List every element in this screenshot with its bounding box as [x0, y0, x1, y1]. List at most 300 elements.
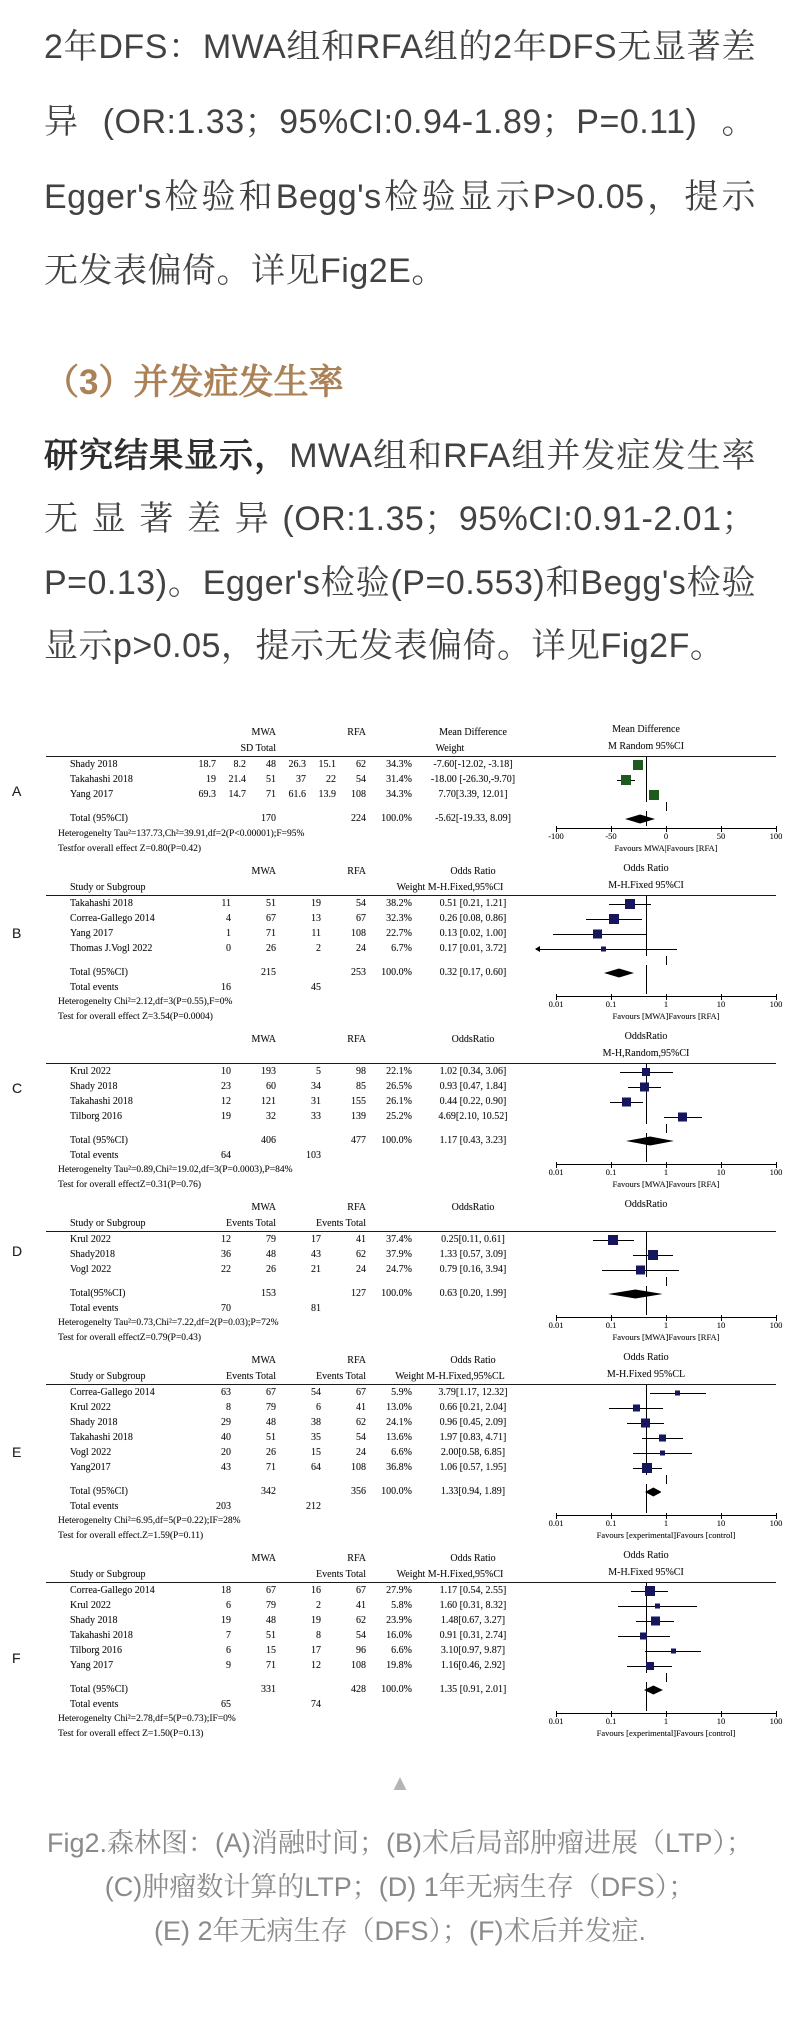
group1-header: MWA — [251, 1034, 276, 1046]
numeric-cell: 103 — [306, 1149, 321, 1161]
forest-cell — [536, 1628, 756, 1643]
numeric-cell: 20 — [221, 1447, 231, 1459]
numeric-cell: 16 — [221, 981, 231, 993]
forest-cell — [536, 1484, 756, 1499]
study-name: Tilborg 2016 — [70, 1111, 122, 1123]
effect-square-marker — [642, 1068, 650, 1076]
total-label: Total(95%CI) — [70, 1288, 126, 1300]
numeric-cell: 45 — [311, 981, 321, 993]
axis-vertical-line — [646, 1499, 647, 1513]
study-row — [46, 1415, 776, 1430]
overall-effect-text: Test for overall effectZ=0.79(P=0.43) — [58, 1333, 202, 1344]
forest-panel-E — [12, 1352, 783, 1544]
heterogeneity-text: Heterogenelty Tau²=137.73,Ch²=39.91,df=2(P<0.00001);F=95% — [58, 828, 305, 839]
axis-vertical-line — [646, 965, 647, 980]
numeric-cell — [276, 967, 321, 978]
heterogeneity-row — [46, 1315, 783, 1331]
study-row — [46, 1598, 776, 1613]
numeric-cell: 108 — [351, 1660, 366, 1672]
numeric-cell — [216, 813, 246, 824]
numeric-cell: 36 — [221, 1249, 231, 1261]
numeric-cell: 19 — [221, 1615, 231, 1627]
total-label: Total (95%CI) — [70, 1486, 128, 1498]
study-row — [46, 1094, 776, 1109]
numeric-cell: 6 — [226, 1645, 231, 1657]
axis-tick-label: 10 — [716, 999, 726, 1010]
group2-subheader: Events Total — [316, 1218, 366, 1230]
forest-cell — [536, 911, 756, 926]
numeric-cell: 48 — [266, 1417, 276, 1429]
numeric-cell: 10 — [221, 1066, 231, 1078]
numeric-columns — [186, 1135, 366, 1146]
effect-square-marker — [645, 1586, 655, 1596]
weight-value: 31.4% — [386, 774, 412, 786]
numeric-cell: 74 — [311, 1698, 321, 1710]
numeric-cell: 35 — [311, 1432, 321, 1444]
effect-column-header: OddsRatio — [451, 1202, 495, 1214]
numeric-cell — [321, 982, 366, 993]
numeric-columns — [186, 1066, 366, 1077]
numeric-cell — [321, 1699, 366, 1710]
numeric-columns — [186, 1234, 366, 1245]
numeric-columns — [186, 1630, 366, 1641]
group2-header: RFA — [347, 1034, 366, 1046]
effect-square-marker — [642, 1463, 652, 1473]
plot-header-row — [46, 1031, 776, 1048]
effect-square-marker — [648, 1250, 658, 1260]
forest-column-header: Mean Difference — [612, 724, 680, 736]
numeric-cell: 26.3 — [288, 759, 306, 771]
numeric-cell: 79 — [266, 1402, 276, 1414]
effect-estimate: 1.97 [0.83, 4.71] — [439, 1432, 507, 1444]
effect-estimate: 0.93 [0.47, 1.84] — [439, 1081, 507, 1093]
heterogeneity-text: Heterogenelty Tau²=0.73,Chi²=7.22,df=2(P=0.03);P=72% — [58, 1317, 279, 1328]
weight-value: 24.7% — [386, 1264, 412, 1276]
forest-cell — [556, 1177, 776, 1193]
forest-column-header: Odds Ratio — [623, 1550, 669, 1562]
study-row — [46, 941, 776, 956]
forest-cell — [536, 1682, 756, 1697]
forest-cell — [536, 1583, 756, 1598]
numeric-cell: 61.6 — [288, 789, 306, 801]
forest-column-header: OddsRatio — [624, 1031, 668, 1043]
numeric-cell — [186, 1288, 231, 1299]
effect-column-header: Mean Difference — [439, 727, 507, 739]
figure-caption — [0, 1822, 800, 1953]
axis-vertical-line — [646, 926, 647, 941]
heterogeneity-row — [46, 826, 783, 842]
overall-effect-text: Test for overall effectZ=0.31(P=0.76) — [58, 1180, 202, 1191]
forest-cell — [556, 841, 776, 857]
numeric-cell: 41 — [356, 1234, 366, 1246]
numeric-cell: 29 — [221, 1417, 231, 1429]
numeric-cell: 17 — [311, 1645, 321, 1657]
forest-panel-B — [12, 863, 783, 1025]
axis-tick-label: 0.1 — [605, 1518, 617, 1529]
forest-cell — [536, 1499, 756, 1513]
numeric-columns — [186, 1660, 366, 1671]
group2-header: RFA — [347, 866, 366, 878]
total-label: Total (95%CI) — [70, 967, 128, 979]
axis-tick-label: 0 — [663, 831, 669, 842]
weight-value: 24.1% — [386, 1417, 412, 1429]
favours-label: Favours MWA|Favours [RFA] — [614, 843, 718, 854]
forest-cell — [536, 980, 756, 994]
group-headers — [186, 727, 366, 738]
numeric-cell: 21.4 — [228, 774, 246, 786]
numeric-columns — [186, 1303, 366, 1314]
numeric-cell: 43 — [221, 1462, 231, 1474]
axis-tick-label: 1 — [663, 1518, 669, 1529]
group1-header: MWA — [251, 1355, 276, 1367]
study-name: Correa-Gallego 2014 — [70, 913, 155, 925]
numeric-columns — [186, 1081, 366, 1092]
effect-estimate: 1.17 [0.54, 2.55] — [439, 1585, 507, 1597]
plot-header-row — [46, 724, 776, 741]
effect-estimate: 0.17 [0.01, 3.72] — [439, 943, 507, 955]
numeric-cell — [186, 1486, 231, 1497]
numeric-columns — [186, 1684, 366, 1695]
effect-square-marker — [633, 760, 643, 770]
axis-vertical-line — [646, 911, 647, 926]
numeric-cell — [186, 1135, 231, 1146]
weight-value: 22.1% — [386, 1066, 412, 1078]
method-header: M-H.Fixed 95%CI — [608, 880, 684, 892]
weight-value: 13.6% — [386, 1432, 412, 1444]
heterogeneity-text: Heterogenelty Chi²=2.12,df=3(P=0.55),F=0% — [58, 996, 233, 1007]
effect-estimate: 1.06 [0.57, 1.95] — [439, 1462, 507, 1474]
numeric-cell: 48 — [266, 759, 276, 771]
forest-cell — [548, 1315, 783, 1331]
numeric-columns — [186, 1585, 366, 1596]
group1-subheader — [186, 1569, 276, 1580]
forest-cell — [536, 941, 756, 956]
numeric-columns — [186, 1249, 366, 1260]
study-row — [46, 1247, 776, 1262]
panel-letter-E: E — [12, 1444, 22, 1461]
forest-cell — [536, 1352, 756, 1369]
forest-cell — [536, 1598, 756, 1613]
numeric-cell: 139 — [351, 1111, 366, 1123]
total-row — [46, 1286, 776, 1301]
forest-cell — [536, 1247, 756, 1262]
total-events-label: Total events — [70, 1500, 119, 1512]
axis-tick-label: 0.1 — [605, 1167, 617, 1178]
weight-value: 19.8% — [386, 1660, 412, 1672]
study-name: Correa-Gallego 2014 — [70, 1387, 155, 1399]
numeric-cell: 5 — [316, 1066, 321, 1078]
forest-cell — [536, 896, 756, 911]
numeric-cell: 11 — [221, 898, 231, 910]
effect-estimate: -7.60[-12.02, -3.18] — [433, 759, 513, 771]
study-row — [46, 1400, 776, 1415]
forest-cell — [548, 1162, 783, 1178]
effect-square-marker — [641, 1418, 650, 1427]
numeric-cell: 170 — [261, 813, 276, 825]
numeric-cell: 18 — [221, 1585, 231, 1597]
heterogeneity-text: Heterogenelty Chi²=2.78,df=5(P=0.73);IF=0% — [58, 1713, 236, 1724]
numeric-cell: 14.7 — [228, 789, 246, 801]
effect-square-marker — [655, 1603, 660, 1608]
weight-value: 5.9% — [391, 1387, 412, 1399]
total-label: Total (95%CI) — [70, 1135, 128, 1147]
total-weight: 100.0% — [381, 1135, 412, 1147]
axis-vertical-line — [646, 1232, 647, 1247]
overall-effect-text: Test for overall effect Z=1.50(P=0.13) — [58, 1729, 204, 1740]
spacer-row — [46, 1673, 776, 1682]
study-row — [46, 1232, 776, 1247]
study-row — [46, 1643, 776, 1658]
numeric-cell: 85 — [356, 1081, 366, 1093]
numeric-cell: 121 — [261, 1096, 276, 1108]
axis-tick-label: 0.1 — [605, 1716, 617, 1727]
axis-vertical-line — [646, 1697, 647, 1711]
numeric-cell: 23 — [221, 1081, 231, 1093]
study-name: Takahashi 2018 — [70, 1630, 133, 1642]
article-content — [0, 0, 800, 678]
effect-estimate: 3.10[0.97, 9.87] — [440, 1645, 506, 1657]
forest-cell — [536, 787, 756, 802]
axis-vertical-line — [646, 1301, 647, 1315]
numeric-cell: 51 — [266, 1432, 276, 1444]
effect-column-header: Odds Ratio — [450, 1355, 496, 1367]
plot-subheader-row — [46, 1567, 776, 1583]
axis-tick-label: 100 — [769, 1716, 783, 1727]
forest-cell — [536, 1216, 756, 1231]
axis-vertical-line — [646, 757, 647, 772]
axis-tick-label: 0.01 — [548, 1716, 564, 1727]
panel-letter-A: A — [12, 782, 22, 799]
study-row — [46, 1262, 776, 1277]
numeric-columns — [186, 967, 366, 978]
total-events-label: Total events — [70, 981, 119, 993]
effect-square-marker — [622, 1097, 631, 1106]
study-name: Krul 2022 — [70, 1066, 111, 1078]
effect-column-header: OddsRatio — [451, 1034, 495, 1046]
numeric-cell: 1 — [226, 928, 231, 940]
study-name: Yang2017 — [70, 1462, 111, 1474]
axis-vertical-line — [646, 980, 647, 994]
total-events-row — [46, 980, 776, 994]
forest-cell — [556, 956, 776, 965]
forest-cell — [536, 863, 756, 880]
heterogeneity-row — [46, 994, 783, 1010]
study-name: Shady 2018 — [70, 1417, 118, 1429]
effect-square-marker — [601, 946, 606, 951]
numeric-columns — [186, 1387, 366, 1398]
numeric-columns — [186, 1699, 366, 1710]
plot-header-row — [46, 1550, 776, 1567]
numeric-columns — [186, 1645, 366, 1656]
plot-header-row — [46, 1199, 776, 1216]
effect-column-header: Odds Ratio — [450, 866, 496, 878]
forest-cell — [536, 880, 756, 895]
heterogeneity-row — [46, 1162, 783, 1178]
weight-value: 22.7% — [386, 928, 412, 940]
numeric-cell: 215 — [261, 967, 276, 979]
effect-estimate: 0.44 [0.22, 0.90] — [439, 1096, 507, 1108]
weight-value: 36.8% — [386, 1462, 412, 1474]
overall-effect-row — [46, 1528, 776, 1544]
forest-cell — [536, 1094, 756, 1109]
study-column-header: Study or Subgroup — [70, 1371, 146, 1383]
forest-cell — [536, 1262, 756, 1277]
numeric-cell: 108 — [351, 928, 366, 940]
weight-value: 26.1% — [386, 1096, 412, 1108]
forest-cell — [556, 1528, 776, 1544]
weight-value: 27.9% — [386, 1585, 412, 1597]
forest-cell — [536, 772, 756, 787]
numeric-columns — [186, 928, 366, 939]
forest-cell — [536, 1445, 756, 1460]
numeric-cell: 6 — [226, 1600, 231, 1612]
group2-subheader: Events Total — [316, 1569, 366, 1581]
effect-square-marker — [678, 1112, 687, 1121]
forest-cell — [536, 1301, 756, 1315]
numeric-cell: 64 — [311, 1462, 321, 1474]
group2-subheader — [276, 743, 366, 754]
study-row — [46, 1628, 776, 1643]
plot-subheader-row — [46, 741, 776, 757]
effect-square-marker — [651, 1616, 660, 1625]
total-label: Total (95%CI) — [70, 813, 128, 825]
numeric-cell — [186, 967, 231, 978]
scroll-to-top-icon[interactable]: ▲ — [389, 1770, 411, 1796]
effect-estimate: 0.51 [0.21, 1.21] — [439, 898, 507, 910]
forest-column-header: Odds Ratio — [623, 1352, 669, 1364]
weight-value: 25.2% — [386, 1111, 412, 1123]
study-column-header: Study or Subgroup — [70, 882, 146, 894]
total-events-label: Total events — [70, 1302, 119, 1314]
numeric-cell: 18.7 — [198, 759, 216, 771]
numeric-cell: 4 — [226, 913, 231, 925]
numeric-cell: 81 — [311, 1302, 321, 1314]
numeric-cell: 41 — [356, 1600, 366, 1612]
numeric-columns — [186, 943, 366, 954]
weight-method-header: Weight M-H.Fixed,95%CI — [396, 882, 504, 894]
numeric-columns — [186, 1096, 366, 1107]
method-header: M-H,Random,95%CI — [602, 1048, 690, 1060]
numeric-cell — [231, 982, 276, 993]
forest-cell — [536, 724, 756, 741]
panel-letter-F: F — [12, 1649, 21, 1666]
axis-vertical-line — [646, 1094, 647, 1109]
numeric-cell: 108 — [351, 1462, 366, 1474]
numeric-cell: 153 — [261, 1288, 276, 1300]
effect-estimate: 1.60 [0.31, 8.32] — [439, 1600, 507, 1612]
effect-estimate: 4.69[2.10, 10.52] — [438, 1111, 508, 1123]
overall-effect-row — [46, 1009, 776, 1025]
effect-estimate: 0.66 [0.21, 2.04] — [439, 1402, 507, 1414]
numeric-cell: 48 — [266, 1249, 276, 1261]
numeric-cell: 15.1 — [318, 759, 336, 771]
paragraph-2yr-dfs: 2年DFS：MWA组和RFA组的2年DFS无显著差异(OR:1.33；95%CI:0.94-1.89；P=0.11)。Egger's检验和Begg's检验显示P>0.05，提示无发表偏倚。详见Fig2E。 — [44, 28, 756, 291]
total-weight: 100.0% — [381, 813, 412, 825]
total-events-row — [46, 1301, 776, 1315]
numeric-cell: 8 — [226, 1402, 231, 1414]
study-name: Takahashi 2018 — [70, 1432, 133, 1444]
numeric-cell: 62 — [356, 1615, 366, 1627]
plot-subheader-row — [46, 1048, 776, 1064]
numeric-columns — [186, 813, 366, 824]
effect-estimate: 2.00[0.58, 6.85] — [440, 1447, 506, 1459]
forest-panel-F — [12, 1550, 783, 1742]
numeric-cell: 8.2 — [233, 759, 246, 771]
forest-cell — [536, 1148, 756, 1162]
numeric-cell: 193 — [261, 1066, 276, 1078]
weight-value: 13.0% — [386, 1402, 412, 1414]
numeric-cell: 71 — [266, 1660, 276, 1672]
numeric-cell: 19 — [311, 898, 321, 910]
weight-method-header: Weight M-H.Fixed,95%CL — [395, 1371, 505, 1383]
numeric-cell: 19 — [311, 1615, 321, 1627]
study-name: Takahashi 2018 — [70, 898, 133, 910]
subgroup-headers — [186, 1371, 366, 1382]
total-diamond — [626, 1136, 674, 1145]
axis-tick-label: 100 — [769, 999, 783, 1010]
numeric-cell: 16 — [311, 1585, 321, 1597]
study-name: Vogl 2022 — [70, 1264, 112, 1276]
study-name: Yang 2017 — [70, 928, 114, 940]
study-row — [46, 1064, 776, 1079]
weight-value: 37.4% — [386, 1234, 412, 1246]
effect-estimate: 0.26 [0.08, 0.86] — [439, 913, 507, 925]
numeric-cell — [276, 1486, 321, 1497]
heterogeneity-row — [46, 1711, 783, 1727]
method-header: M-H.Fixed 95%CI — [608, 1567, 684, 1579]
numeric-cell: 32 — [266, 1111, 276, 1123]
subgroup-headers — [186, 1569, 366, 1580]
forest-cell — [556, 1124, 776, 1133]
favours-label: Favours [MWA]Favours [RFA] — [612, 1179, 720, 1190]
numeric-cell: 24 — [356, 943, 366, 955]
spacer-row — [46, 1475, 776, 1484]
numeric-cell: 24 — [356, 1447, 366, 1459]
total-row — [46, 1484, 776, 1499]
effect-square-marker — [671, 1648, 676, 1653]
numeric-cell — [186, 1684, 231, 1695]
total-effect: 1.17 [0.43, 3.23] — [439, 1135, 507, 1147]
numeric-cell: 19 — [206, 774, 216, 786]
axis-vertical-line — [646, 787, 647, 802]
numeric-cell: 406 — [261, 1135, 276, 1147]
section-heading-complications: （3）并发症发生率 — [44, 363, 344, 403]
plot-header-row — [46, 863, 776, 880]
forest-cell — [536, 811, 756, 826]
numeric-cell: 356 — [351, 1486, 366, 1498]
total-effect: 1.35 [0.91, 2.01] — [439, 1684, 507, 1696]
numeric-cell: 13.9 — [318, 789, 336, 801]
numeric-cell: 331 — [261, 1684, 276, 1696]
axis-tick-label: 1 — [663, 1716, 669, 1727]
numeric-cell — [276, 1684, 321, 1695]
numeric-cell — [276, 1135, 321, 1146]
forest-cell — [556, 1277, 776, 1286]
numeric-cell: 224 — [351, 813, 366, 825]
forest-cell — [548, 994, 783, 1010]
effect-estimate: -18.00 [-26.30,-9.70] — [430, 774, 516, 786]
panel-letter-B: B — [12, 924, 22, 941]
numeric-cell: 67 — [266, 1387, 276, 1399]
plot-subheader-row — [46, 880, 776, 896]
group-headers — [186, 1553, 366, 1564]
numeric-cell: 26 — [266, 1447, 276, 1459]
total-effect: 0.32 [0.17, 0.60] — [439, 967, 507, 979]
forest-cell — [536, 1079, 756, 1094]
weight-method-header: Weight M-H.Fixed,95%CI — [396, 1569, 504, 1581]
panel-letter-D: D — [12, 1243, 23, 1260]
overall-effect-text: Test for overall effect.Z=1.59(P=0.11) — [58, 1531, 204, 1542]
